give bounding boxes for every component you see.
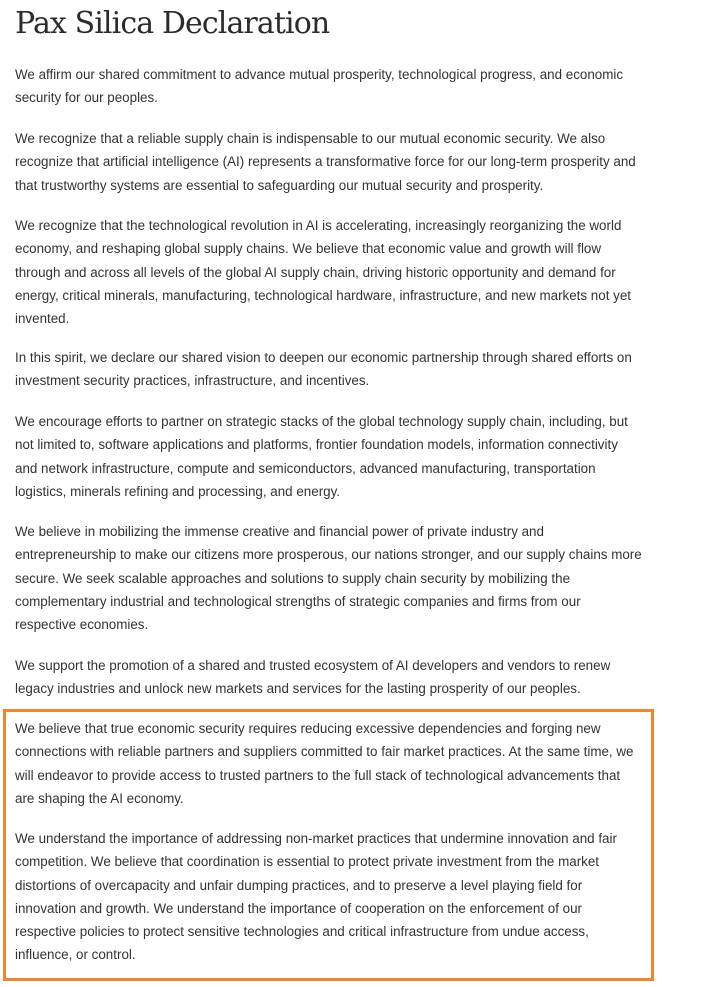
page-title: Pax Silica Declaration <box>15 6 330 41</box>
paragraph-2: We recognize that a reliable supply chain is indispensable to our mutual economic security. We also recognize that artificial intelligence (AI) represents a transformative force for our long-term prosperity and that trustworthy systems are essential to safeguarding our mutual security and prosperity. <box>15 131 636 193</box>
paragraph-5: We encourage efforts to partner on strategic stacks of the global technology supply chain, including, but not limited to, software applications and platforms, frontier foundation models, information connectivity and network infrastructure, compute and semiconductors, advanced manufacturing, transportation logistics, minerals refining and processing, and energy. <box>15 414 628 499</box>
paragraph-8: We believe that true economic security requires reducing excessive dependencies and forging new connections with reliable partners and suppliers committed to fair market practices. At the same time, we will endeavor to provide access to trusted partners to the full stack of technological advancements that are shaping the AI economy. <box>15 721 634 806</box>
paragraph-1: We affirm our shared commitment to advance mutual prosperity, technological progress, and economic security for our peoples. <box>15 67 624 106</box>
paragraph-7: We support the promotion of a shared and trusted ecosystem of AI developers and vendors to renew legacy industries and unlock new markets and services for the lasting prosperity of our peoples. <box>15 658 611 697</box>
paragraph-4: In this spirit, we declare our shared vision to deepen our economic partnership through shared efforts on investment security practices, infrastructure, and incentives. <box>15 350 632 389</box>
paragraph-6: We believe in mobilizing the immense creative and financial power of private industry and entrepreneurship to make our citizens more prosperous, our nations stronger, and our supply chains more secure. We seek scalable approaches and solutions to supply chain security by mobilizing the complementary industrial and technological strengths of strategic companies and firms from our respective economies. <box>15 524 642 633</box>
paragraph-9: We understand the importance of addressing non-market practices that undermine innovation and fair competition. We believe that coordination is essential to protect private investment from the market distortions of overcapacity and unfair dumping practices, and to preserve a level playing field for innovation and growth. We understand the importance of cooperation on the enforcement of our respective policies to protect sensitive technologies and critical infrastructure from undue access, influence, or control. <box>15 831 617 963</box>
paragraph-3: We recognize that the technological revolution in AI is accelerating, increasingly reorganizing the world economy, and reshaping global supply chains. We believe that economic value and growth will flow through and across all levels of the global AI supply chain, driving historic opportunity and demand for energy, critical minerals, manufacturing, technological hardware, infrastructure, and new markets not yet invented. <box>15 218 632 327</box>
